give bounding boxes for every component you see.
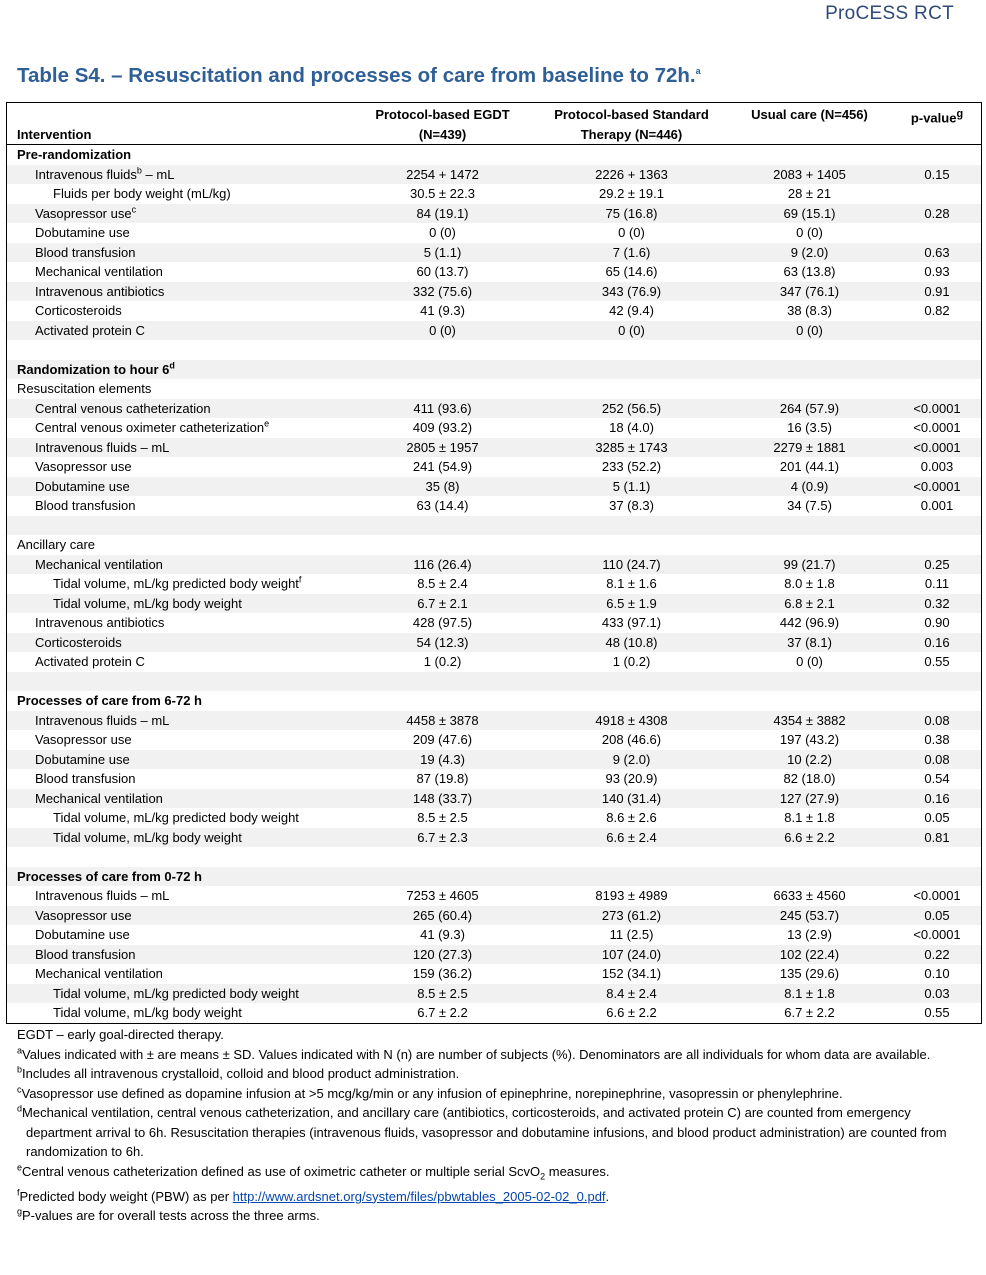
row-label: Tidal volume, mL/kg body weight bbox=[53, 1005, 242, 1020]
cell-standard-therapy: 273 (61.2) bbox=[537, 906, 726, 926]
column-header-p-value: p-value$^g$ bbox=[893, 103, 981, 145]
cell-p-value: 0.63 bbox=[893, 243, 981, 263]
cell-usual-care: 69 (15.1) bbox=[726, 204, 893, 224]
cell-egdt bbox=[348, 672, 537, 692]
cell-standard-therapy: 5 (1.1) bbox=[537, 477, 726, 497]
table-row bbox=[7, 301, 981, 321]
table-row bbox=[7, 379, 981, 399]
table-section-row bbox=[7, 145, 981, 165]
cell-usual-care: 245 (53.7) bbox=[726, 906, 893, 926]
cell-p-value: 0.93 bbox=[924, 264, 950, 279]
pbw-tables-link[interactable]: http://www.ardsnet.org/system/files/pbwtables_2005-02-02_0.pdf bbox=[232, 1188, 606, 1204]
table-spacer-row bbox=[7, 672, 981, 692]
cell-standard-therapy: 2226 + 1363 bbox=[537, 165, 726, 185]
cell-usual-care: 0 (0) bbox=[796, 654, 823, 669]
footnote-g: $^g$P-values are for overall tests across the three arms. bbox=[17, 1206, 320, 1224]
table-row bbox=[7, 750, 981, 770]
cell-usual-care: 347 (76.1) bbox=[726, 282, 893, 302]
column-header-egdt: Protocol-based EGDT (N=439) bbox=[348, 103, 537, 145]
table-title bbox=[17, 64, 701, 88]
table-row bbox=[7, 223, 981, 243]
cell-standard-therapy: 8.6 ± 2.6 bbox=[606, 810, 657, 825]
cell-usual-care: 8.1 ± 1.8 bbox=[726, 984, 893, 1004]
cell-standard-therapy bbox=[537, 379, 726, 399]
cell-standard-therapy: 65 (14.6) bbox=[605, 264, 658, 279]
cell-p-value: <0.0001 bbox=[913, 888, 961, 903]
cell-standard-therapy bbox=[537, 691, 726, 711]
table-row bbox=[7, 925, 981, 945]
cell-usual-care: 264 (57.9) bbox=[726, 399, 893, 419]
row-label: Randomization to hour 6$^d$ bbox=[7, 360, 348, 380]
cell-p-value: 0.91 bbox=[893, 282, 981, 302]
cell-egdt bbox=[348, 516, 537, 536]
column-header-standard-therapy: Protocol-based Standard Therapy (N=446) bbox=[537, 103, 726, 145]
cell-standard-therapy bbox=[537, 145, 726, 165]
cell-usual-care bbox=[726, 145, 893, 165]
cell-usual-care: 4 (0.9) bbox=[726, 477, 893, 497]
table-row bbox=[7, 165, 981, 185]
row-label: Intravenous fluids – mL bbox=[7, 438, 348, 458]
cell-usual-care: 63 (13.8) bbox=[783, 264, 836, 279]
row-label: Intravenous antibiotics bbox=[35, 615, 165, 630]
cell-standard-therapy: 75 (16.8) bbox=[537, 204, 726, 224]
cell-p-value bbox=[893, 360, 981, 380]
footnote-c: $^c$Vasopressor use defined as dopamine infusion at >5 mcg/kg/min or any infusion of epinephrine, norepinephrine, vasopressin or phenylephrine. bbox=[17, 1084, 843, 1101]
table-row bbox=[7, 262, 981, 282]
cell-p-value: 0.54 bbox=[924, 771, 950, 786]
results-table-container bbox=[6, 102, 982, 1024]
table-spacer-row bbox=[7, 340, 981, 360]
cell-standard-therapy bbox=[537, 535, 726, 555]
table-row bbox=[7, 496, 981, 516]
cell-p-value bbox=[893, 379, 981, 399]
cell-p-value bbox=[893, 535, 981, 555]
cell-standard-therapy: 8.4 ± 2.4 bbox=[537, 984, 726, 1004]
row-label: Resuscitation elements bbox=[17, 381, 152, 396]
cell-egdt: 7253 ± 4605 bbox=[406, 888, 479, 903]
cell-p-value: 0.15 bbox=[893, 165, 981, 185]
cell-p-value: 0.05 bbox=[893, 906, 981, 926]
cell-egdt: 4458 ± 3878 bbox=[348, 711, 537, 731]
cell-usual-care bbox=[726, 691, 893, 711]
cell-egdt: 411 (93.6) bbox=[348, 399, 537, 419]
row-label: Fluids per body weight (mL/kg) bbox=[53, 186, 231, 201]
cell-p-value: 0.08 bbox=[893, 750, 981, 770]
cell-standard-therapy: 6.6 ± 2.4 bbox=[537, 828, 726, 848]
row-label: Tidal volume, mL/kg predicted body weight$^f$ bbox=[53, 574, 302, 591]
cell-egdt: 8.5 ± 2.4 bbox=[417, 576, 468, 591]
table-row bbox=[7, 769, 981, 789]
cell-standard-therapy: 6.6 ± 2.2 bbox=[606, 1005, 657, 1020]
cell-egdt: 409 (93.2) bbox=[412, 420, 473, 435]
cell-egdt bbox=[348, 379, 537, 399]
cell-egdt: 60 (13.7) bbox=[416, 264, 469, 279]
cell-egdt bbox=[348, 340, 537, 360]
cell-egdt bbox=[348, 535, 537, 555]
table-row bbox=[7, 613, 981, 633]
row-label: Vasopressor use bbox=[35, 459, 132, 474]
row-label bbox=[7, 847, 348, 867]
cell-standard-therapy: 208 (46.6) bbox=[601, 732, 662, 747]
cell-egdt: 8.5 ± 2.5 bbox=[348, 984, 537, 1004]
results-table bbox=[7, 103, 981, 1023]
cell-p-value bbox=[893, 184, 981, 204]
table-row bbox=[7, 535, 981, 555]
footnote-a: $^a$Values indicated with ± are means ± SD. Values indicated with N (n) are number of subjects (%). Denominators are all individuals for whom data are available. bbox=[17, 1045, 931, 1062]
row-label: Intravenous antibiotics bbox=[7, 282, 348, 302]
table-row bbox=[7, 1003, 981, 1023]
cell-egdt: 265 (60.4) bbox=[348, 906, 537, 926]
cell-p-value: 0.05 bbox=[924, 810, 950, 825]
row-label: Intravenous fluids – mL bbox=[7, 711, 348, 731]
cell-egdt: 84 (19.1) bbox=[348, 204, 537, 224]
cell-standard-therapy: 8.1 ± 1.6 bbox=[606, 576, 657, 591]
table-row bbox=[7, 574, 981, 594]
cell-standard-therapy bbox=[537, 360, 726, 380]
cell-p-value: 0.28 bbox=[893, 204, 981, 224]
cell-egdt: 209 (47.6) bbox=[412, 732, 473, 747]
cell-standard-therapy: 6.5 ± 1.9 bbox=[537, 594, 726, 614]
cell-standard-therapy bbox=[537, 672, 726, 692]
footnote-d: $^d$Mechanical ventilation, central venous catheterization, and ancillary care (antibiotics, corticosteroids, and activated protein C) are counted from emergency department arrival to 6h. Resuscitation therapies (intravenous fluids, vasopressor and dobutamine infusions, and blood product administration) are counted from randomization to 6h. bbox=[17, 1103, 947, 1159]
cell-usual-care: 4354 ± 3882 bbox=[726, 711, 893, 731]
table-row bbox=[7, 555, 981, 575]
cell-standard-therapy: 18 (4.0) bbox=[609, 420, 654, 435]
cell-egdt: 148 (33.7) bbox=[348, 789, 537, 809]
row-label: Tidal volume, mL/kg body weight bbox=[7, 594, 348, 614]
row-label bbox=[7, 340, 348, 360]
table-header-row bbox=[7, 103, 981, 145]
cell-egdt bbox=[348, 867, 537, 887]
table-row bbox=[7, 204, 981, 224]
cell-egdt: 87 (19.8) bbox=[416, 771, 469, 786]
cell-egdt: 1 (0.2) bbox=[423, 654, 462, 669]
cell-egdt: 54 (12.3) bbox=[348, 633, 537, 653]
footnote-abbreviation: EGDT – early goal-directed therapy. bbox=[17, 1027, 224, 1042]
cell-standard-therapy: 93 (20.9) bbox=[605, 771, 658, 786]
cell-standard-therapy: 0 (0) bbox=[537, 321, 726, 341]
cell-standard-therapy: 9 (2.0) bbox=[537, 750, 726, 770]
row-label: Dobutamine use bbox=[7, 477, 348, 497]
cell-standard-therapy: 152 (34.1) bbox=[601, 966, 662, 981]
cell-egdt: 6.7 ± 2.1 bbox=[348, 594, 537, 614]
table-row bbox=[7, 457, 981, 477]
row-label: Activated protein C bbox=[7, 321, 348, 341]
table-row bbox=[7, 477, 981, 497]
row-label bbox=[7, 672, 348, 692]
cell-usual-care: 8.1 ± 1.8 bbox=[784, 810, 835, 825]
row-label: Mechanical ventilation bbox=[35, 966, 163, 981]
cell-standard-therapy: 252 (56.5) bbox=[537, 399, 726, 419]
cell-p-value bbox=[893, 867, 981, 887]
cell-p-value: 0.16 bbox=[893, 789, 981, 809]
cell-usual-care: 99 (21.7) bbox=[726, 555, 893, 575]
table-row bbox=[7, 399, 981, 419]
cell-p-value: 0.55 bbox=[924, 1005, 950, 1020]
cell-standard-therapy: 8193 ± 4989 bbox=[595, 888, 668, 903]
table-row bbox=[7, 282, 981, 302]
row-label: Central venous catheterization bbox=[7, 399, 348, 419]
cell-p-value bbox=[893, 145, 981, 165]
row-label: Tidal volume, mL/kg body weight bbox=[7, 828, 348, 848]
cell-p-value bbox=[893, 516, 981, 536]
table-row bbox=[7, 418, 981, 438]
cell-egdt bbox=[348, 145, 537, 165]
row-label: Tidal volume, mL/kg predicted body weight bbox=[53, 810, 299, 825]
table-row bbox=[7, 906, 981, 926]
footnotes bbox=[17, 1025, 947, 1226]
cell-egdt: 41 (9.3) bbox=[420, 927, 465, 942]
cell-egdt: 116 (26.4) bbox=[348, 555, 537, 575]
cell-usual-care: 6.7 ± 2.2 bbox=[784, 1005, 835, 1020]
cell-egdt: 0 (0) bbox=[429, 225, 456, 240]
cell-usual-care: 442 (96.9) bbox=[779, 615, 840, 630]
cell-usual-care: 37 (8.1) bbox=[726, 633, 893, 653]
cell-p-value bbox=[893, 672, 981, 692]
cell-usual-care: 102 (22.4) bbox=[726, 945, 893, 965]
cell-usual-care bbox=[726, 672, 893, 692]
cell-egdt: 19 (4.3) bbox=[348, 750, 537, 770]
cell-p-value: 0.25 bbox=[893, 555, 981, 575]
cell-standard-therapy: 0 (0) bbox=[618, 225, 645, 240]
cell-standard-therapy: 37 (8.3) bbox=[609, 498, 654, 513]
cell-usual-care: 0 (0) bbox=[726, 321, 893, 341]
cell-usual-care: 127 (27.9) bbox=[726, 789, 893, 809]
cell-egdt: 5 (1.1) bbox=[348, 243, 537, 263]
cell-egdt: 332 (75.6) bbox=[348, 282, 537, 302]
cell-usual-care bbox=[726, 535, 893, 555]
table-row bbox=[7, 789, 981, 809]
cell-usual-care bbox=[726, 360, 893, 380]
cell-standard-therapy bbox=[537, 867, 726, 887]
cell-standard-therapy: 433 (97.1) bbox=[601, 615, 662, 630]
cell-standard-therapy: 110 (24.7) bbox=[537, 555, 726, 575]
row-label: Dobutamine use bbox=[35, 225, 130, 240]
row-label: Intravenous fluids$^b$ – mL bbox=[7, 165, 348, 185]
row-label: Blood transfusion bbox=[35, 771, 136, 786]
table-spacer-row bbox=[7, 516, 981, 536]
cell-usual-care bbox=[726, 379, 893, 399]
cell-standard-therapy: 48 (10.8) bbox=[537, 633, 726, 653]
cell-p-value: 0.38 bbox=[924, 732, 950, 747]
row-label: Blood transfusion bbox=[35, 498, 136, 513]
cell-usual-care: 13 (2.9) bbox=[787, 927, 832, 942]
row-label: Mechanical ventilation bbox=[7, 789, 348, 809]
cell-p-value: <0.0001 bbox=[893, 477, 981, 497]
cell-egdt bbox=[348, 691, 537, 711]
cell-egdt: 35 (8) bbox=[348, 477, 537, 497]
table-row bbox=[7, 886, 981, 906]
cell-usual-care bbox=[726, 847, 893, 867]
cell-usual-care: 135 (29.6) bbox=[779, 966, 840, 981]
cell-p-value: <0.0001 bbox=[893, 438, 981, 458]
row-label: Processes of care from 0-72 h bbox=[7, 867, 348, 887]
cell-standard-therapy: 140 (31.4) bbox=[537, 789, 726, 809]
cell-p-value bbox=[893, 321, 981, 341]
cell-usual-care: 2083 + 1405 bbox=[726, 165, 893, 185]
cell-egdt: 159 (36.2) bbox=[412, 966, 473, 981]
footnote-f: $^f$Predicted body weight (PBW) as per http://www.ardsnet.org/system/files/pbwtables_2005-02-02_0.pdf. bbox=[17, 1187, 610, 1204]
cell-p-value: 0.22 bbox=[893, 945, 981, 965]
row-label: Vasopressor use bbox=[35, 732, 132, 747]
table-row bbox=[7, 711, 981, 731]
cell-standard-therapy: 3285 ± 1743 bbox=[537, 438, 726, 458]
table-row bbox=[7, 633, 981, 653]
cell-p-value bbox=[893, 847, 981, 867]
row-label: Intravenous fluids – mL bbox=[35, 888, 170, 903]
cell-usual-care: 197 (43.2) bbox=[779, 732, 840, 747]
cell-p-value: 0.90 bbox=[924, 615, 950, 630]
table-row bbox=[7, 808, 981, 828]
brand-header: ProCESS RCT bbox=[825, 3, 954, 24]
table-section-row bbox=[7, 360, 981, 380]
column-header-intervention: Intervention bbox=[7, 103, 348, 145]
cell-standard-therapy: 343 (76.9) bbox=[537, 282, 726, 302]
table-row bbox=[7, 828, 981, 848]
cell-p-value: 0.08 bbox=[893, 711, 981, 731]
row-label: Tidal volume, mL/kg predicted body weight bbox=[7, 984, 348, 1004]
cell-egdt: 2805 ± 1957 bbox=[348, 438, 537, 458]
cell-standard-therapy: 29.2 ± 19.1 bbox=[599, 186, 664, 201]
table-section-row bbox=[7, 867, 981, 887]
table-spacer-row bbox=[7, 847, 981, 867]
row-label: Corticosteroids bbox=[35, 303, 122, 318]
cell-egdt: 0 (0) bbox=[348, 321, 537, 341]
footnote-e: $^e$Central venous catheterization defined as use of oximetric catheter or multiple serial ScvO$_2$ measures. bbox=[17, 1162, 610, 1182]
cell-p-value: 0.003 bbox=[920, 459, 954, 474]
cell-standard-therapy: 42 (9.4) bbox=[609, 303, 654, 318]
cell-p-value: 0.32 bbox=[893, 594, 981, 614]
cell-egdt: 120 (27.3) bbox=[348, 945, 537, 965]
table-row bbox=[7, 438, 981, 458]
cell-usual-care bbox=[726, 516, 893, 536]
cell-standard-therapy bbox=[537, 847, 726, 867]
row-label: Dobutamine use bbox=[35, 927, 130, 942]
cell-usual-care: 6.8 ± 2.1 bbox=[726, 594, 893, 614]
table-row bbox=[7, 243, 981, 263]
column-header-usual-care: Usual care (N=456) bbox=[726, 103, 893, 145]
cell-usual-care bbox=[726, 340, 893, 360]
table-title-text: Table S4. – Resuscitation and processes of care from baseline to 72h. bbox=[17, 64, 696, 87]
cell-egdt bbox=[348, 847, 537, 867]
table-body bbox=[7, 145, 981, 1023]
row-label: Central venous oximeter catheterization$^e$ bbox=[35, 418, 270, 435]
row-label: Mechanical ventilation bbox=[7, 555, 348, 575]
cell-usual-care: 8.0 ± 1.8 bbox=[784, 576, 835, 591]
cell-p-value: <0.0001 bbox=[893, 399, 981, 419]
cell-p-value: <0.0001 bbox=[913, 420, 961, 435]
row-label: Dobutamine use bbox=[7, 750, 348, 770]
cell-usual-care: 6.6 ± 2.2 bbox=[726, 828, 893, 848]
cell-p-value: 0.16 bbox=[893, 633, 981, 653]
cell-standard-therapy: 11 (2.5) bbox=[609, 927, 654, 942]
cell-egdt: 2254 + 1472 bbox=[348, 165, 537, 185]
cell-usual-care: 0 (0) bbox=[796, 225, 823, 240]
row-label: Ancillary care bbox=[17, 537, 96, 552]
table-row bbox=[7, 964, 981, 984]
row-label: Vasopressor use bbox=[7, 906, 348, 926]
cell-p-value: <0.0001 bbox=[913, 927, 961, 942]
row-label: Mechanical ventilation bbox=[35, 264, 163, 279]
cell-usual-care: 28 ± 21 bbox=[787, 186, 832, 201]
cell-usual-care: 16 (3.5) bbox=[787, 420, 832, 435]
row-label: Pre-randomization bbox=[17, 147, 132, 162]
cell-usual-care: 34 (7.5) bbox=[787, 498, 832, 513]
cell-egdt: 8.5 ± 2.5 bbox=[417, 810, 468, 825]
cell-egdt: 241 (54.9) bbox=[412, 459, 473, 474]
cell-usual-care: 9 (2.0) bbox=[726, 243, 893, 263]
cell-egdt: 428 (97.5) bbox=[412, 615, 473, 630]
table-row bbox=[7, 594, 981, 614]
cell-p-value: 0.03 bbox=[893, 984, 981, 1004]
cell-egdt: 41 (9.3) bbox=[420, 303, 465, 318]
cell-usual-care: 10 (2.2) bbox=[726, 750, 893, 770]
row-label: Processes of care from 6-72 h bbox=[17, 693, 202, 708]
cell-p-value bbox=[893, 340, 981, 360]
cell-usual-care: 38 (8.3) bbox=[787, 303, 832, 318]
cell-usual-care: 201 (44.1) bbox=[779, 459, 840, 474]
cell-p-value: 0.81 bbox=[893, 828, 981, 848]
cell-standard-therapy: 1 (0.2) bbox=[612, 654, 651, 669]
cell-p-value: 0.55 bbox=[924, 654, 950, 669]
cell-standard-therapy: 107 (24.0) bbox=[537, 945, 726, 965]
row-label: Corticosteroids bbox=[7, 633, 348, 653]
cell-p-value bbox=[893, 223, 981, 243]
cell-egdt: 6.7 ± 2.3 bbox=[348, 828, 537, 848]
cell-p-value: 0.10 bbox=[924, 966, 950, 981]
row-label: Vasopressor use$^c$ bbox=[7, 204, 348, 224]
cell-usual-care bbox=[726, 867, 893, 887]
table-section-row bbox=[7, 691, 981, 711]
cell-egdt bbox=[348, 360, 537, 380]
cell-egdt: 6.7 ± 2.2 bbox=[417, 1005, 468, 1020]
cell-standard-therapy: 233 (52.2) bbox=[601, 459, 662, 474]
row-label: Blood transfusion bbox=[7, 945, 348, 965]
cell-egdt: 63 (14.4) bbox=[416, 498, 469, 513]
title-footnote-mark: a bbox=[695, 66, 701, 77]
cell-usual-care: 82 (18.0) bbox=[783, 771, 836, 786]
table-row bbox=[7, 730, 981, 750]
cell-usual-care: 2279 ± 1881 bbox=[726, 438, 893, 458]
footnote-b: $^b$Includes all intravenous crystalloid, colloid and blood product administration. bbox=[17, 1064, 460, 1081]
cell-p-value bbox=[893, 691, 981, 711]
table-row bbox=[7, 945, 981, 965]
cell-egdt: 30.5 ± 22.3 bbox=[410, 186, 475, 201]
table-row bbox=[7, 184, 981, 204]
cell-standard-therapy: 4918 ± 4308 bbox=[537, 711, 726, 731]
row-label bbox=[7, 516, 348, 536]
cell-usual-care: 6633 ± 4560 bbox=[773, 888, 846, 903]
cell-standard-therapy bbox=[537, 340, 726, 360]
cell-standard-therapy: 7 (1.6) bbox=[537, 243, 726, 263]
table-row bbox=[7, 984, 981, 1004]
row-label: Activated protein C bbox=[35, 654, 145, 669]
cell-p-value: 0.001 bbox=[920, 498, 954, 513]
cell-p-value: 0.11 bbox=[924, 576, 950, 591]
cell-p-value: 0.82 bbox=[924, 303, 950, 318]
table-row bbox=[7, 652, 981, 672]
table-row bbox=[7, 321, 981, 341]
cell-standard-therapy bbox=[537, 516, 726, 536]
row-label: Blood transfusion bbox=[7, 243, 348, 263]
